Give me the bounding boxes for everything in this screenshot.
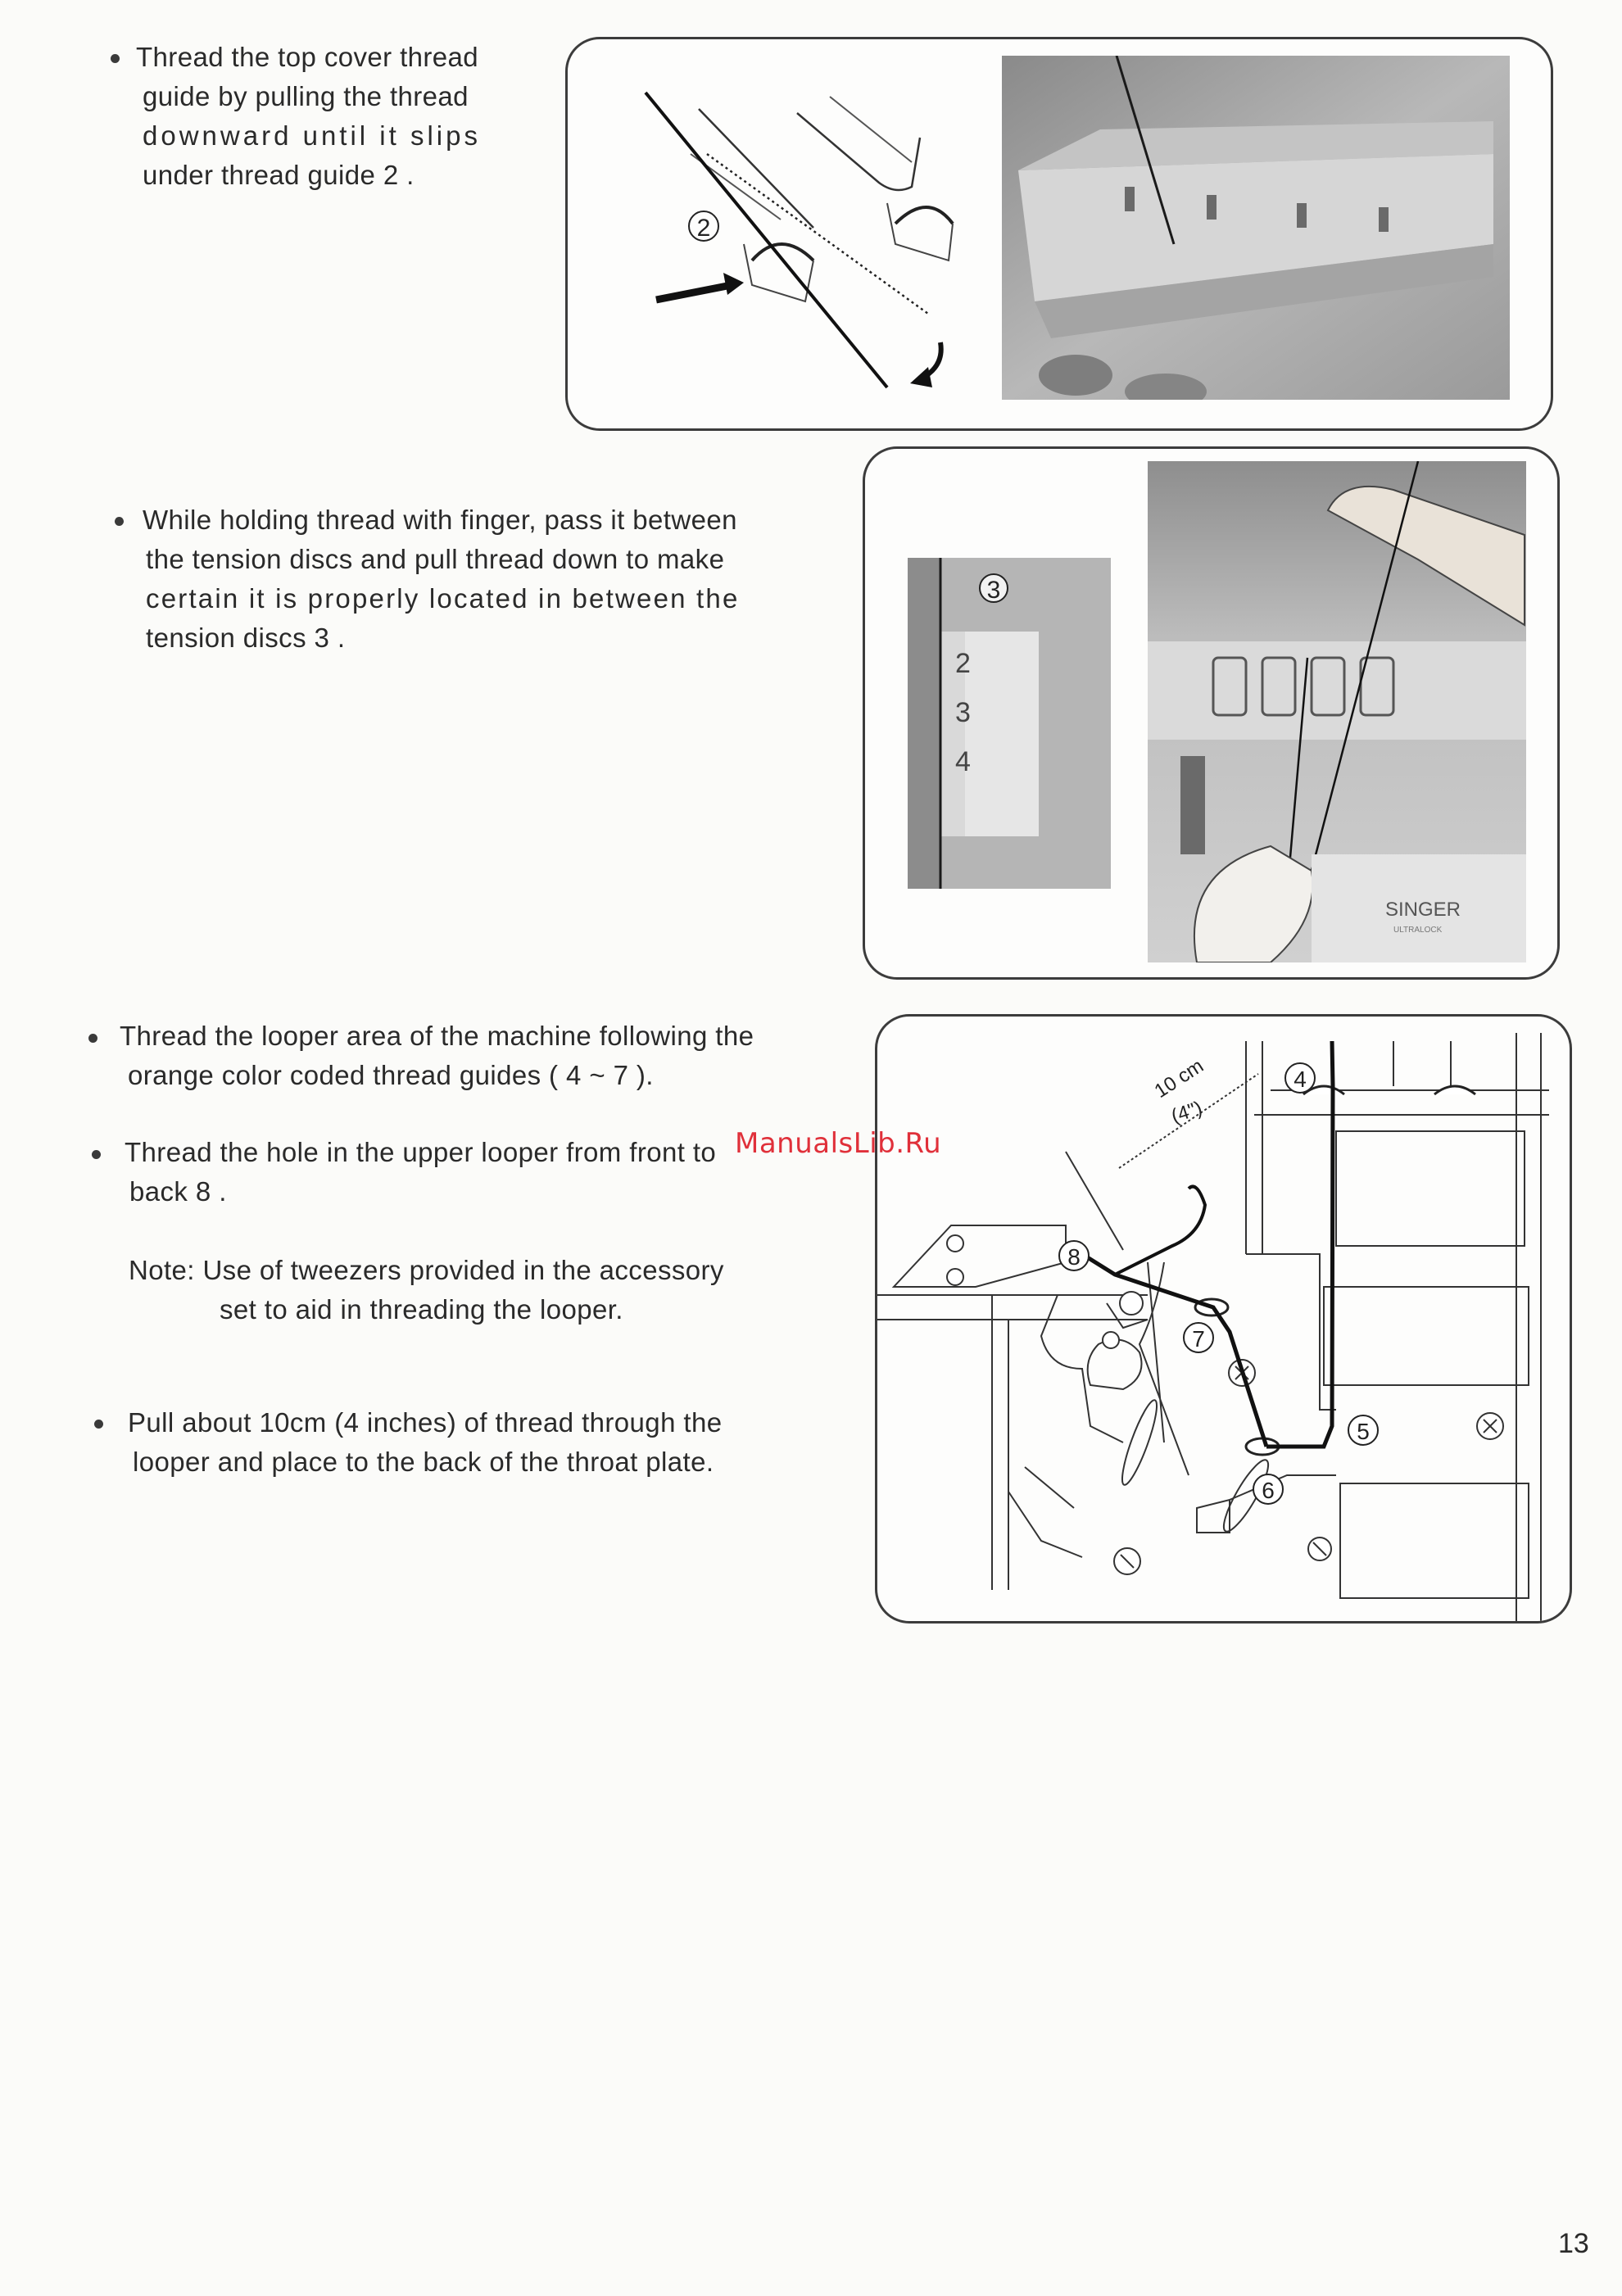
page-number: 13 [1558,2228,1589,2259]
figure-panel-tension-discs [863,446,1560,980]
guide-number-label: 4 [1294,1066,1307,1092]
text-line: tension discs 3 . [146,623,346,653]
tension-discs-photo [1148,461,1526,962]
text-line: looper and place to the back of the throat plate. [133,1447,714,1477]
step3-instruction-1 [120,1017,754,1095]
text-line: Thread the looper area of the machine following the [120,1021,754,1051]
note-text [129,1251,724,1329]
text-line: Note: Use of tweezers provided in the accessory [129,1255,724,1285]
figure-panel-thread-guide [565,37,1553,431]
step3-instruction-2 [125,1133,716,1211]
text-line: the tension discs and pull thread down to make [146,544,725,574]
text-line: under thread guide 2 . [143,160,415,190]
bullet-marker [92,1150,101,1159]
tension-dial-photo [908,558,1111,889]
looper-threading-diagram [877,1017,1570,1621]
dial-number: 4 [955,746,971,777]
text-line: downward until it slips [143,120,481,151]
text-line: back 8 . [129,1176,227,1207]
step2-instruction [143,500,740,658]
guide-number-label: 2 [696,215,711,242]
watermark-text: ManualsLib.Ru [735,1127,942,1160]
text-line: Pull about 10cm (4 inches) of thread through the [128,1407,723,1438]
text-line: certain it is properly located in between the [146,583,740,614]
text-line: set to aid in threading the looper. [220,1294,623,1325]
guide-number-label: 3 [986,577,1001,604]
dial-number: 3 [955,697,971,728]
guide-number-label: 8 [1067,1244,1081,1270]
bullet-marker [88,1034,97,1043]
figure-panel-looper [875,1014,1572,1624]
brand-logo: SINGER [1385,899,1461,921]
guide-number-label: 7 [1192,1326,1205,1352]
measure-label: 10 cm [1150,1054,1208,1103]
text-line: orange color coded thread guides ( 4 ~ 7 ). [128,1060,654,1090]
text-line: While holding thread with finger, pass it between [143,505,737,535]
step1-instruction [136,38,481,195]
text-line: Thread the hole in the upper looper from front to [125,1137,717,1167]
step3-instruction-3 [128,1403,722,1482]
measure-sub-label: (4") [1168,1097,1205,1128]
bullet-marker [94,1420,103,1429]
machine-photo-top [1002,56,1510,400]
dial-number: 2 [955,648,971,679]
bullet-marker [111,54,120,63]
text-line: guide by pulling the thread [143,81,469,111]
guide-number-label: 5 [1357,1419,1370,1444]
brand-sub-logo: ULTRALOCK [1393,926,1443,935]
bullet-marker [115,517,124,526]
text-line: Thread the top cover thread [136,42,479,72]
guide-number-label: 6 [1262,1478,1275,1503]
thread-guide-diagram [568,39,1059,428]
